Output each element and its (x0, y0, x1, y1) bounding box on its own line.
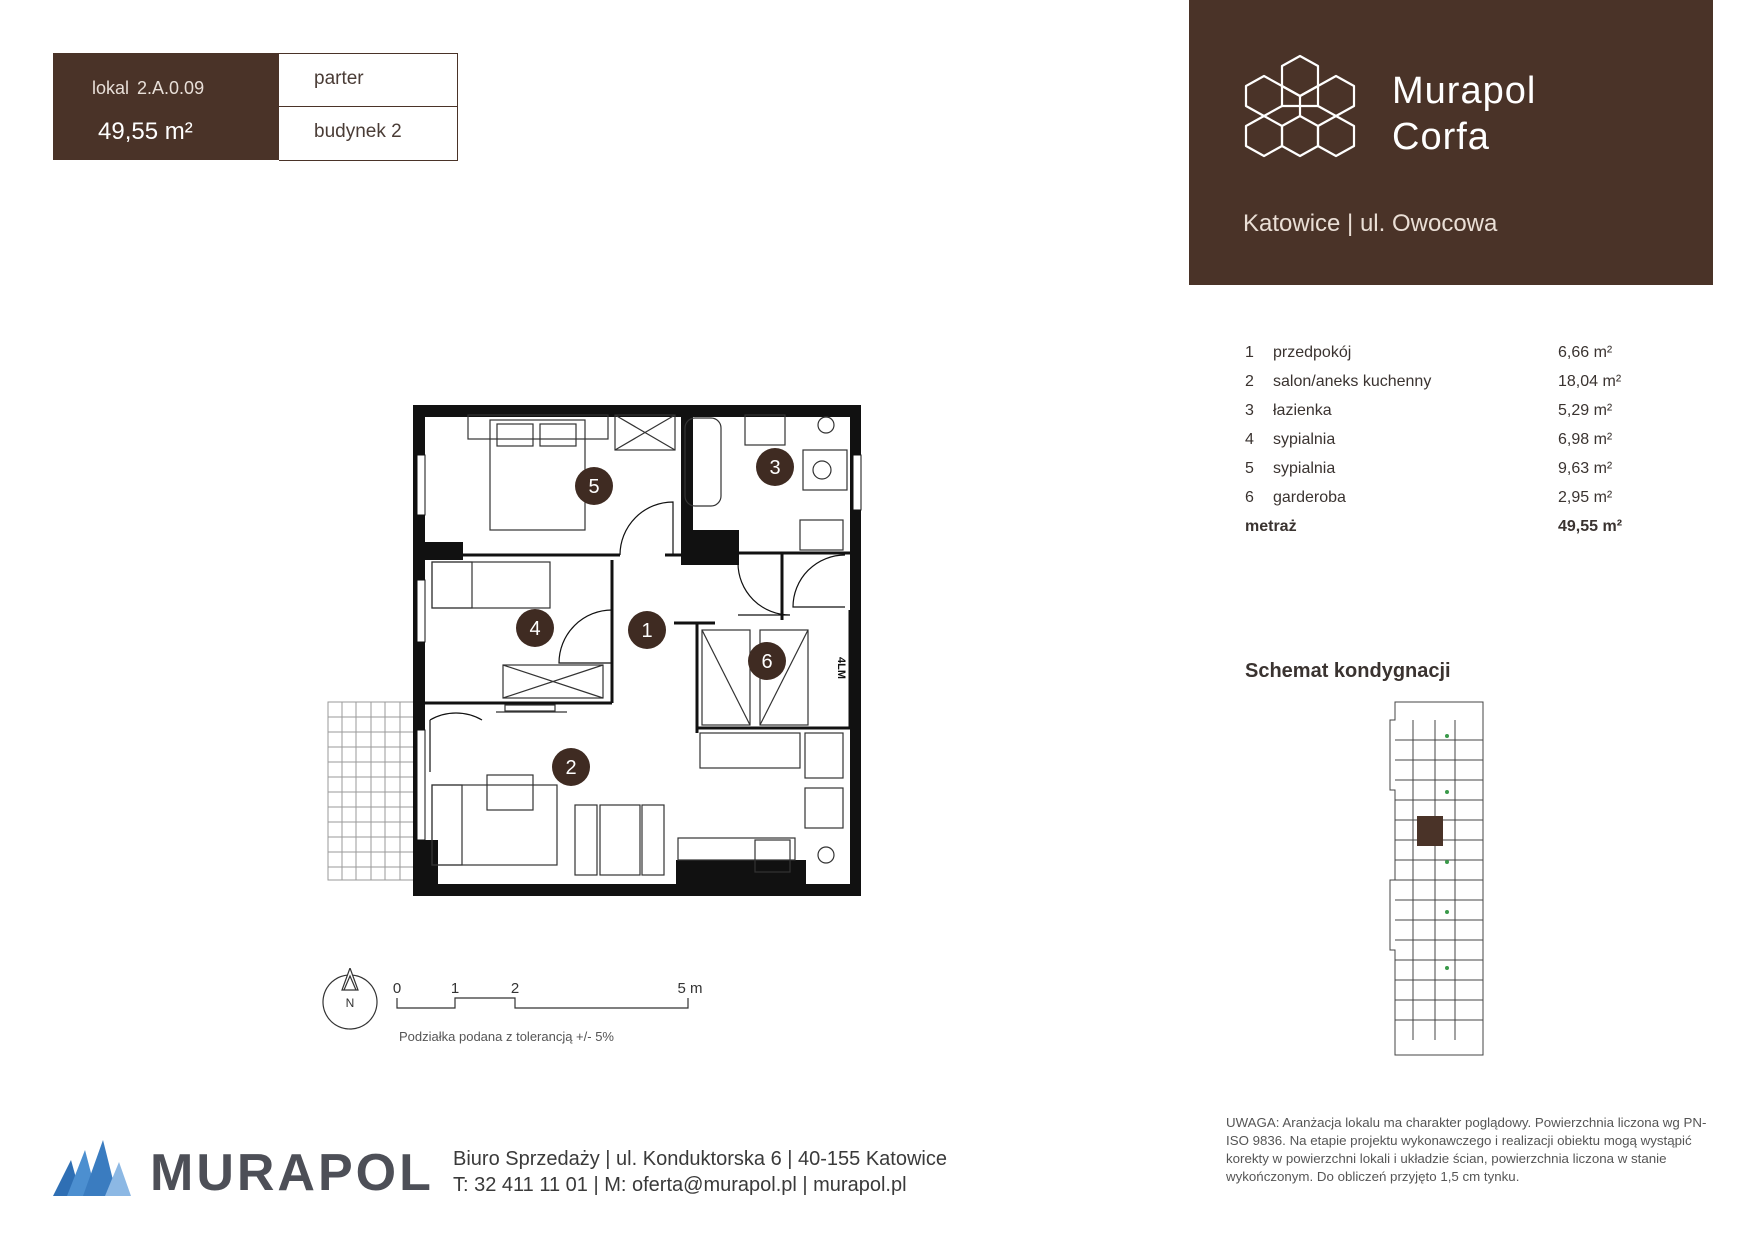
room-marker-label: 5 (588, 476, 600, 498)
outer-walls (413, 405, 861, 896)
floor-schematic (1385, 700, 1485, 1060)
brand-location: Katowice | ul. Owocowa (1243, 210, 1498, 237)
room-marker (575, 467, 613, 505)
room-area: 2,95 m² (1558, 489, 1613, 506)
room-marker-label: 2 (565, 757, 577, 779)
corfa-logo-icon (1240, 52, 1360, 158)
room-marker (628, 611, 666, 649)
room-area: 5,29 m² (1558, 402, 1613, 419)
brand-name-line2: Corfa (1392, 116, 1490, 158)
room-number: 6 (1245, 489, 1254, 506)
apartment-id-label: lokal (92, 78, 130, 98)
floor-schematic-title: Schemat kondygnacji (1245, 660, 1451, 682)
room-name: garderoba (1273, 489, 1346, 506)
apartment-id-value: 2.A.0.09 (137, 78, 205, 98)
apartment-info-box (279, 53, 458, 161)
room-marker-label: 6 (761, 651, 773, 673)
room-number: 5 (1245, 460, 1254, 477)
scale-tick-label: 0 (392, 980, 402, 997)
compass-north-label: N (345, 996, 355, 1010)
room-name: przedpokój (1273, 344, 1352, 361)
floor-label: parter (279, 54, 457, 107)
room-marker (516, 609, 554, 647)
total-label: metraż (1245, 518, 1297, 535)
windows (417, 455, 861, 840)
building-label: budynek 2 (314, 121, 402, 142)
room-row (1245, 460, 1645, 489)
room-marker-label: 4 (529, 618, 541, 640)
room-number: 1 (1245, 344, 1254, 361)
disclaimer-note: UWAGA: Aranżacja lokalu ma charakter poglądowy. Powierzchnia liczona wg PN-ISO 9836. Na etapie projektu wykonawczego i realizacji obiektu mogą wystąpić korekty w powierzchni lokali i układzie ścian, powierzchnia liczona w stanie wykończonym. Do obliczeń przyjęto 1,5 cm tynku. (1226, 1115, 1707, 1184)
room-marker-label: 3 (769, 457, 781, 479)
room-number: 4 (1245, 431, 1254, 448)
murapol-wordmark: MURAPOL (150, 1144, 434, 1202)
murapol-logo-icon (53, 1140, 133, 1196)
brand-name (1392, 68, 1536, 160)
brand-name-line1: Murapol (1392, 70, 1537, 112)
scale-tick-label: 5 m (677, 980, 703, 997)
apartment-id (92, 78, 204, 99)
room-row (1245, 431, 1645, 460)
room-marker (748, 642, 786, 680)
room-name: łazienka (1273, 402, 1332, 419)
room-area: 9,63 m² (1558, 460, 1613, 477)
room-area: 6,66 m² (1558, 344, 1613, 361)
contact-info: T: 32 411 11 01 | M: oferta@murapol.pl | murapol.pl (453, 1174, 907, 1196)
room-name: sypialnia (1273, 460, 1336, 477)
scale-tick-label: 2 (510, 980, 520, 997)
room-name: sypialnia (1273, 431, 1336, 448)
rooms-table (1245, 344, 1645, 547)
washing-machine-label: 4LM (835, 657, 847, 679)
floor-plan (320, 400, 880, 920)
scale-line (397, 998, 688, 1008)
room-number: 3 (1245, 402, 1254, 419)
total-area: 49,55 m² (1558, 518, 1623, 535)
room-area: 6,98 m² (1558, 431, 1613, 448)
room-area: 18,04 m² (1558, 373, 1622, 390)
total-row (1245, 518, 1645, 547)
scale-tick-label: 1 (450, 980, 460, 997)
apartment-highlight (1417, 816, 1443, 846)
room-row (1245, 489, 1645, 518)
room-name: salon/aneks kuchenny (1273, 373, 1432, 390)
scale-note: Podziałka podana z tolerancją +/- 5% (399, 1029, 614, 1044)
apartment-area: 49,55 m² (98, 118, 193, 145)
balcony-grid (328, 702, 414, 880)
sales-office-address: Biuro Sprzedaży | ul. Konduktorska 6 | 40-155 Katowice (453, 1148, 947, 1170)
room-marker (756, 448, 794, 486)
room-row (1245, 344, 1645, 373)
room-row (1245, 402, 1645, 431)
room-row (1245, 373, 1645, 402)
room-marker-label: 1 (641, 620, 653, 642)
room-number: 2 (1245, 373, 1254, 390)
room-marker (552, 748, 590, 786)
